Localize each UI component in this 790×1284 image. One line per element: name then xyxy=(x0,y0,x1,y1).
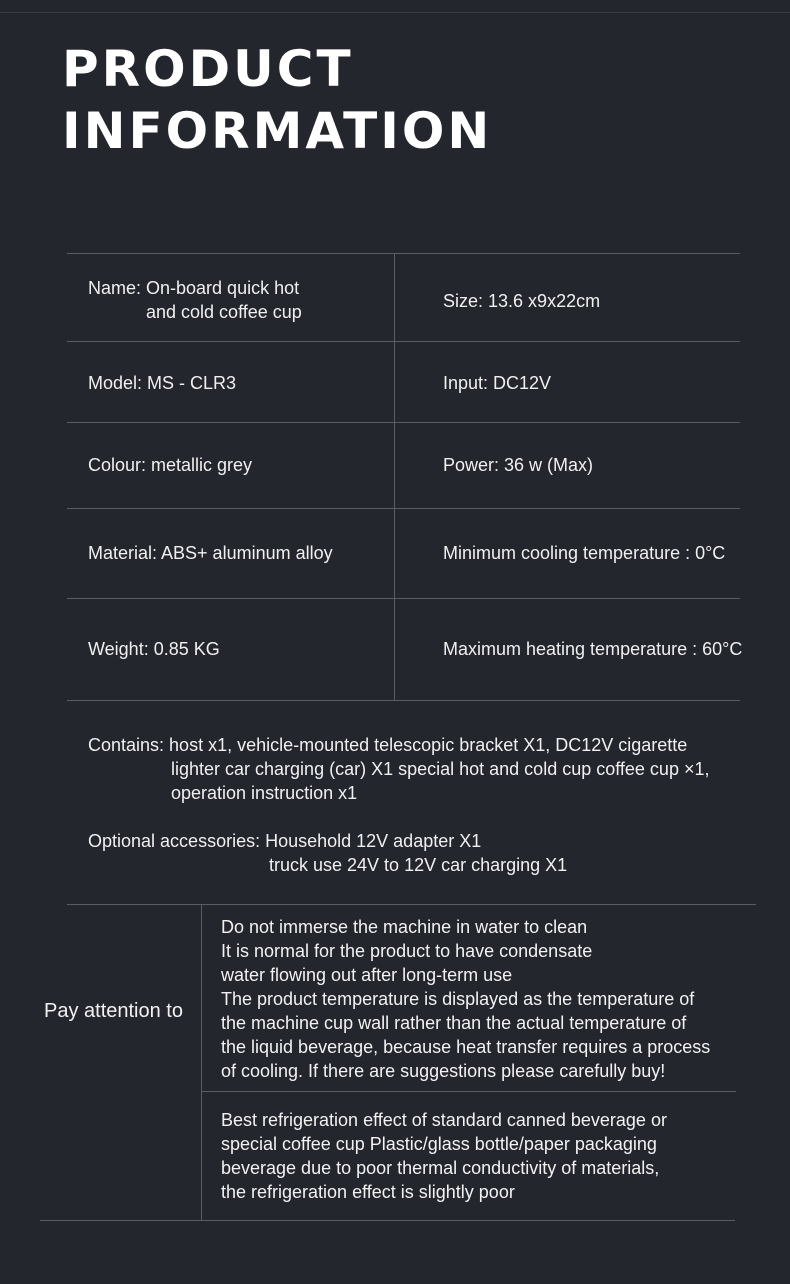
spec-model: Model: MS - CLR3 xyxy=(88,373,237,393)
note-line: the liquid beverage, because heat transfer requires a process xyxy=(221,1037,711,1057)
note-line: It is normal for the product to have condensate xyxy=(221,941,593,961)
note-line: the refrigeration effect is slightly poor xyxy=(221,1182,515,1202)
note-line: water flowing out after long-term use xyxy=(221,965,513,985)
optional-line-1: Optional accessories: Household 12V adapter X1 xyxy=(88,831,482,851)
note-line: the machine cup wall rather than the actual temperature of xyxy=(221,1013,687,1033)
note-line: Do not immerse the machine in water to clean xyxy=(221,917,588,937)
attention-column-divider xyxy=(201,904,202,1220)
contains-section xyxy=(88,733,709,805)
contains-line-1: Contains: host x1, vehicle-mounted telescopic bracket X1, DC12V cigarette xyxy=(88,735,688,755)
spec-name-line-2: and cold coffee cup xyxy=(146,302,302,322)
title-line-1: PRODUCT xyxy=(62,40,354,98)
attention-border-top xyxy=(67,904,756,905)
spec-material: Material: ABS+ aluminum alloy xyxy=(88,543,333,563)
contains-line-3: operation instruction x1 xyxy=(171,783,358,803)
spec-max-heating: Maximum heating temperature : 60°C xyxy=(443,639,743,659)
attention-label: Pay attention to xyxy=(44,1000,183,1022)
spec-min-cooling: Minimum cooling temperature : 0°C xyxy=(443,543,726,563)
contains-line-2: lighter car charging (car) X1 special hot and cold cup coffee cup ×1, xyxy=(171,759,710,779)
note-line: beverage due to poor thermal conductivity of materials, xyxy=(221,1158,660,1178)
table-border-bottom xyxy=(67,700,740,701)
note-line: The product temperature is displayed as the temperature of xyxy=(221,989,695,1009)
spec-input: Input: DC12V xyxy=(443,373,552,393)
spec-colour: Colour: metallic grey xyxy=(88,455,253,475)
optional-accessories-section xyxy=(88,829,567,877)
table-row-divider xyxy=(67,508,740,509)
note-line: of cooling. If there are suggestions please carefully buy! xyxy=(221,1061,666,1081)
optional-line-2: truck use 24V to 12V car charging X1 xyxy=(269,855,568,875)
note-line: special coffee cup Plastic/glass bottle/paper packaging xyxy=(221,1134,657,1154)
title-line-2: INFORMATION xyxy=(62,102,493,160)
attention-border-bottom xyxy=(40,1220,735,1221)
table-column-divider xyxy=(394,253,395,700)
top-divider xyxy=(0,12,790,13)
attention-note-1 xyxy=(221,915,710,1083)
spec-name-line-1: Name: On-board quick hot xyxy=(88,278,300,298)
spec-power: Power: 36 w (Max) xyxy=(443,455,594,475)
table-border-top xyxy=(67,253,740,254)
attention-note-2 xyxy=(221,1108,667,1204)
note-line: Best refrigeration effect of standard canned beverage or xyxy=(221,1110,667,1130)
table-row-divider xyxy=(67,341,740,342)
spec-size: Size: 13.6 x9x22cm xyxy=(443,291,601,311)
spec-weight: Weight: 0.85 KG xyxy=(88,639,220,659)
table-row-divider xyxy=(67,598,740,599)
table-row-divider xyxy=(67,422,740,423)
spec-name xyxy=(88,276,302,324)
attention-row-divider xyxy=(201,1091,736,1092)
page-title xyxy=(62,38,492,162)
